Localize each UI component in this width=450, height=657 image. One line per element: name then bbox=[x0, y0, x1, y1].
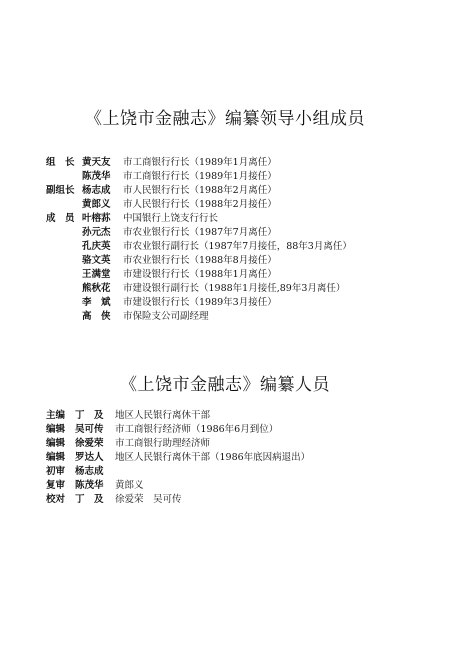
list-item bbox=[46, 452, 310, 464]
person-description: 地区人民银行离休干部 bbox=[115, 410, 211, 421]
list-item bbox=[46, 269, 277, 281]
list-item bbox=[46, 227, 277, 239]
person-description: 中国银行上饶支行行长 bbox=[123, 213, 219, 224]
person-name: 徐爱荣 bbox=[75, 438, 104, 449]
person-description: 市建设银行副行长（1988年1月接任,89年3月离任） bbox=[123, 283, 346, 294]
list-item bbox=[46, 297, 277, 309]
role-label: 编辑 bbox=[46, 438, 66, 449]
list-item bbox=[46, 494, 182, 506]
role-label bbox=[46, 227, 82, 239]
role-label bbox=[46, 171, 82, 183]
list-item bbox=[46, 255, 277, 267]
person-name: 黄天友 bbox=[82, 157, 111, 168]
person-description: 市农业银行行长（1987年7月离任） bbox=[123, 227, 277, 238]
person-description: 市工商银行行长（1989年1月离任） bbox=[123, 157, 277, 168]
person-name: 陈茂华 bbox=[75, 480, 104, 491]
list-item bbox=[46, 185, 277, 197]
list-item bbox=[46, 283, 345, 295]
list-item bbox=[46, 311, 209, 323]
role-label bbox=[46, 297, 82, 309]
role-label: 编辑 bbox=[46, 424, 66, 435]
list-item bbox=[46, 466, 115, 478]
role-label: 副组长 bbox=[46, 185, 75, 196]
person-description: 市人民银行行长（1988年2月离任） bbox=[123, 185, 277, 196]
person-description: 市建设银行行长（1989年3月接任） bbox=[123, 297, 277, 308]
person-name: 罗达人 bbox=[75, 452, 104, 463]
leadership-group-title: 《上饶市金融志》编纂领导小组成员 bbox=[85, 109, 365, 129]
role-label bbox=[46, 269, 82, 281]
person-name: 黄郎义 bbox=[82, 199, 111, 210]
list-item bbox=[46, 157, 277, 169]
role-label: 主编 bbox=[46, 410, 66, 421]
person-name: 王满堂 bbox=[82, 269, 111, 280]
list-item bbox=[46, 438, 210, 450]
person-description: 地区人民银行离休干部（1986年底因病退出） bbox=[115, 452, 311, 463]
person-name: 高 侠 bbox=[82, 311, 111, 322]
role-label bbox=[46, 311, 82, 323]
person-name: 吴可传 bbox=[75, 424, 104, 435]
person-name: 李 斌 bbox=[82, 297, 111, 308]
person-description: 市工商银行行长（1989年1月接任） bbox=[123, 171, 277, 182]
person-name: 骆文英 bbox=[82, 255, 111, 266]
person-name: 丁 及 bbox=[75, 410, 104, 421]
person-name: 陈茂华 bbox=[82, 171, 111, 182]
role-label: 初审 bbox=[46, 466, 66, 477]
role-label bbox=[46, 283, 82, 295]
list-item bbox=[46, 241, 352, 253]
person-description: 市建设银行行长（1988年1月离任） bbox=[123, 269, 277, 280]
person-description: 市人民银行行长（1988年2月接任） bbox=[123, 199, 277, 210]
list-item bbox=[46, 213, 218, 225]
person-name: 杨志成 bbox=[75, 466, 104, 477]
person-name: 丁 及 bbox=[75, 494, 104, 505]
person-name: 叶榕荪 bbox=[82, 213, 111, 224]
person-name: 杨志成 bbox=[82, 185, 111, 196]
list-item bbox=[46, 480, 144, 492]
list-item bbox=[46, 424, 278, 436]
person-description: 市保险支公司副经理 bbox=[123, 311, 209, 322]
role-label bbox=[46, 255, 82, 267]
person-name: 孔庆英 bbox=[82, 241, 111, 252]
person-description: 市农业银行副行长（1987年7月接任，88年3月离任） bbox=[123, 241, 352, 252]
role-label bbox=[46, 199, 82, 211]
person-description: 徐爱荣 吴可传 bbox=[115, 494, 182, 505]
role-label: 编辑 bbox=[46, 452, 66, 463]
role-label: 组 长 bbox=[46, 157, 75, 168]
role-label bbox=[46, 241, 82, 253]
role-label: 成 员 bbox=[46, 213, 75, 224]
role-label: 校对 bbox=[46, 494, 66, 505]
list-item bbox=[46, 410, 210, 422]
person-description: 市农业银行行长（1988年8月接任） bbox=[123, 255, 277, 266]
person-description: 黄郎义 bbox=[115, 480, 144, 491]
person-name: 熊秋花 bbox=[82, 283, 111, 294]
list-item bbox=[46, 199, 277, 211]
list-item bbox=[46, 171, 277, 183]
person-description: 市工商银行助理经济师 bbox=[115, 438, 211, 449]
person-description: 市工商银行经济师（1986年6月到位） bbox=[115, 424, 279, 435]
editors-title: 《上饶市金融志》编纂人员 bbox=[120, 375, 330, 395]
person-name: 孙元杰 bbox=[82, 227, 111, 238]
role-label: 复审 bbox=[46, 480, 66, 491]
